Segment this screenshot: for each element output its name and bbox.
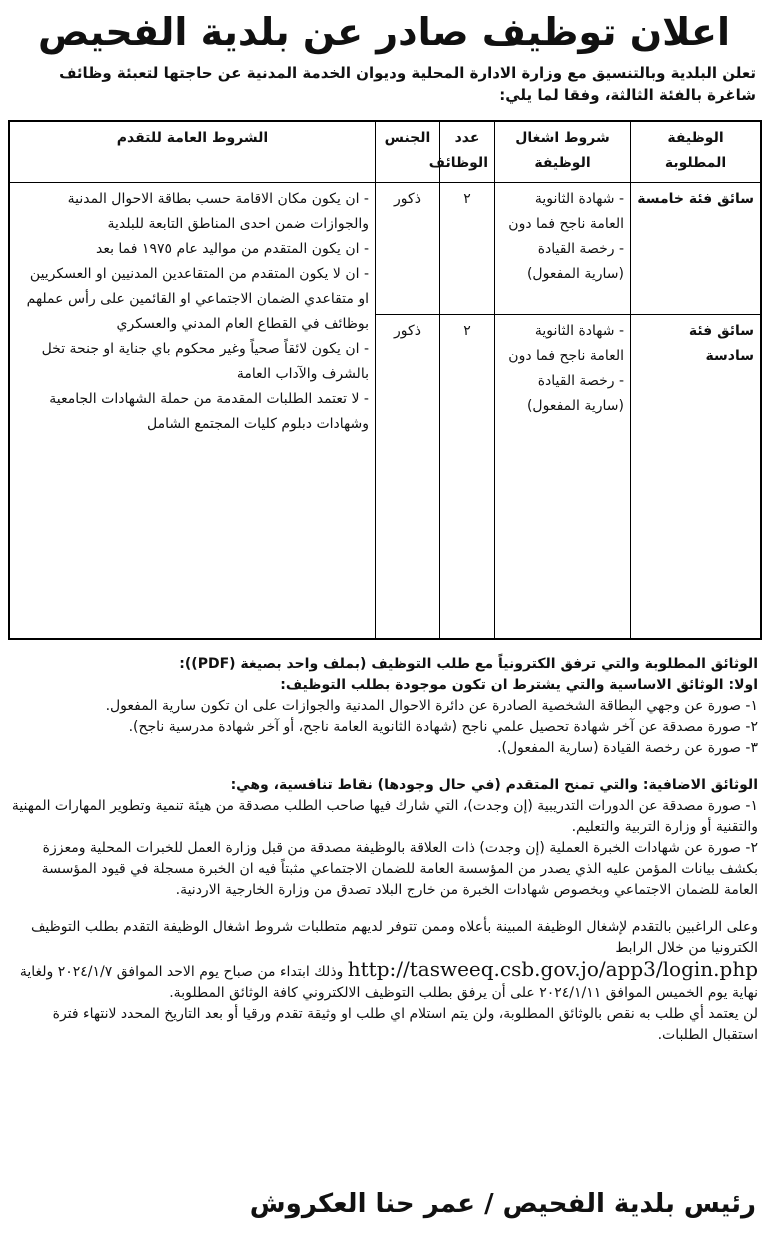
page-title: اعلان توظيف صادر عن بلدية الفحيص: [37, 10, 730, 54]
general-condition-item: - ان يكون لائقاً صحياً وغير محكوم باي جناية او جنحة تخل بالشرف والآداب العامة: [41, 341, 369, 382]
general-condition-item: - ان لا يكون المتقدم من المتقاعدين المدنيين او العسكريين او متقاعدي الضمان الاجتماعي او القائمين على رأس عملهم بوظائف في القطاع العام المدني والعسكري: [26, 266, 369, 332]
general-condition-item: - ان يكون مكان الاقامة حسب بطاقة الاحوال المدنية والجوازات ضمن احدى المناطق التابعة للبلدية: [67, 191, 369, 232]
documents-section: [8, 654, 758, 1046]
documents-intro: الوثائق المطلوبة والتي ترفق الكترونياً مع طلب التوظيف (بملف واحد بصيغة (PDF)):: [179, 656, 758, 672]
job-conditions: [495, 183, 631, 315]
basic-document-item: ١- صورة عن وجهي البطاقة الشخصية الصادرة عن دائرة الاحوال المدنية والجوازات على ان تكون سارية المفعول.: [105, 698, 758, 714]
header-general-conditions: الشروط العامة للتقدم: [10, 122, 376, 183]
header-gender: الجنس: [376, 122, 440, 183]
intro-paragraph: تعلن البلدية وبالتنسيق مع وزارة الادارة المحلية وديوان الخدمة المدنية عن حاجتها لتعبئة وظائف شاغرة بالفئة الثالثة، وفقا لما يلي:: [59, 64, 756, 104]
header-count: عدد الوظائف: [440, 122, 495, 183]
general-condition-item: - ان يكون المتقدم من مواليد عام ١٩٧٥ فما بعد: [95, 241, 369, 257]
table-row: [10, 183, 761, 315]
jobs-table: [9, 121, 761, 639]
general-conditions: [10, 183, 376, 639]
table-header-row: [10, 122, 761, 183]
extra-document-item: ٢- صورة عن شهادات الخبرة العملية (إن وجدت) ذات العلاقة بالوظيفة مصدقة من قبل وزارة العمل للخبرات المحلية ومعززة بكشف بيانات المؤمن عليه الذي يصدر من المؤسسة العامة للضمان الاجتماعي مثبتاً فيه ان الخبرة مسجلة في قيود المؤسسة العامة للضمان الاجتماعي وبخصوص شهادات الخبرة من خارج البلاد تصدق من وزارة الخارجية الاردنية.: [41, 840, 758, 898]
basic-document-item: ٢- صورة مصدقة عن آخر شهادة تحصيل علمي ناجح (شهادة الثانوية العامة ناجح، أو آخر شهادة مدرسية ناجح).: [128, 719, 758, 735]
job-gender: ذكور: [376, 183, 440, 315]
apply-link-line: [8, 959, 758, 1004]
basic-document-item: ٣- صورة عن رخصة القيادة (سارية المفعول).: [497, 740, 758, 756]
extra-documents-title: الوثائق الاضافية: والتي تمنح المتقدم (في حال وجودها) نقاط تنافسية، وهي:: [230, 777, 758, 793]
apply-link[interactable]: http://tasweeq.csb.gov.jo/app3/login.php: [347, 957, 758, 981]
header-conditions: شروط اشغال الوظيفة: [495, 122, 631, 183]
condition-item: - شهادة الثانوية العامة ناجح فما دون: [508, 323, 624, 364]
apply-dates: وذلك ابتداء من صباح يوم الاحد الموافق ٢٠٢٤/١/٧ ولغاية نهاية يوم الخميس الموافق ٢٠٢٤/١/١١ على أن يرفق بطلب التوظيف الالكتروني كافة الوثائق المطلوبة.: [19, 964, 758, 1001]
warning-note: لن يعتمد أي طلب به نقص بالوثائق المطلوبة، ولن يتم استلام اي طلب او وثيقة تقدم ورقيا أو بعد التاريخ المحدد لانتهاء فترة استقبال الطلبات.: [52, 1006, 758, 1043]
signature: رئيس بلدية الفحيص / عمر حنا العكروش: [249, 1189, 756, 1219]
job-count: ٢: [440, 315, 495, 639]
job-count: ٢: [440, 183, 495, 315]
condition-item: - شهادة الثانوية العامة ناجح فما دون: [508, 191, 624, 232]
header-job: الوظيفة المطلوبة: [631, 122, 761, 183]
basic-documents-title: اولا: الوثائق الاساسية والتي يشترط ان تكون موجودة بطلب التوظيف:: [280, 677, 758, 693]
job-gender: ذكور: [376, 315, 440, 639]
job-conditions: [495, 315, 631, 639]
job-title: سائق فئة سادسة: [631, 315, 761, 639]
condition-item: - رخصة القيادة (سارية المفعول): [526, 241, 624, 282]
condition-item: - رخصة القيادة (سارية المفعول): [526, 373, 624, 414]
job-title: سائق فئة خامسة: [631, 183, 761, 315]
extra-document-item: ١- صورة مصدقة عن الدورات التدريبية (إن وجدت)، التي شارك فيها صاحب الطلب مصدقة من هيئة تنمية وتطوير المهارات المهنية والتقنية أو وزارة التربية والتعليم.: [11, 798, 758, 835]
apply-instructions: وعلى الراغبين بالتقدم لإشغال الوظيفة المبينة بأعلاه وممن تتوفر لديهم متطلبات شروط اشغال الوظيفة التقدم بطلب التوظيف الكترونيا من خلال الرابط: [30, 919, 758, 956]
general-condition-item: - لا تعتمد الطلبات المقدمة من حملة الشهادات الجامعية وشهادات دبلوم كليات المجتمع الشامل: [49, 391, 369, 432]
jobs-table-container: [8, 120, 762, 640]
